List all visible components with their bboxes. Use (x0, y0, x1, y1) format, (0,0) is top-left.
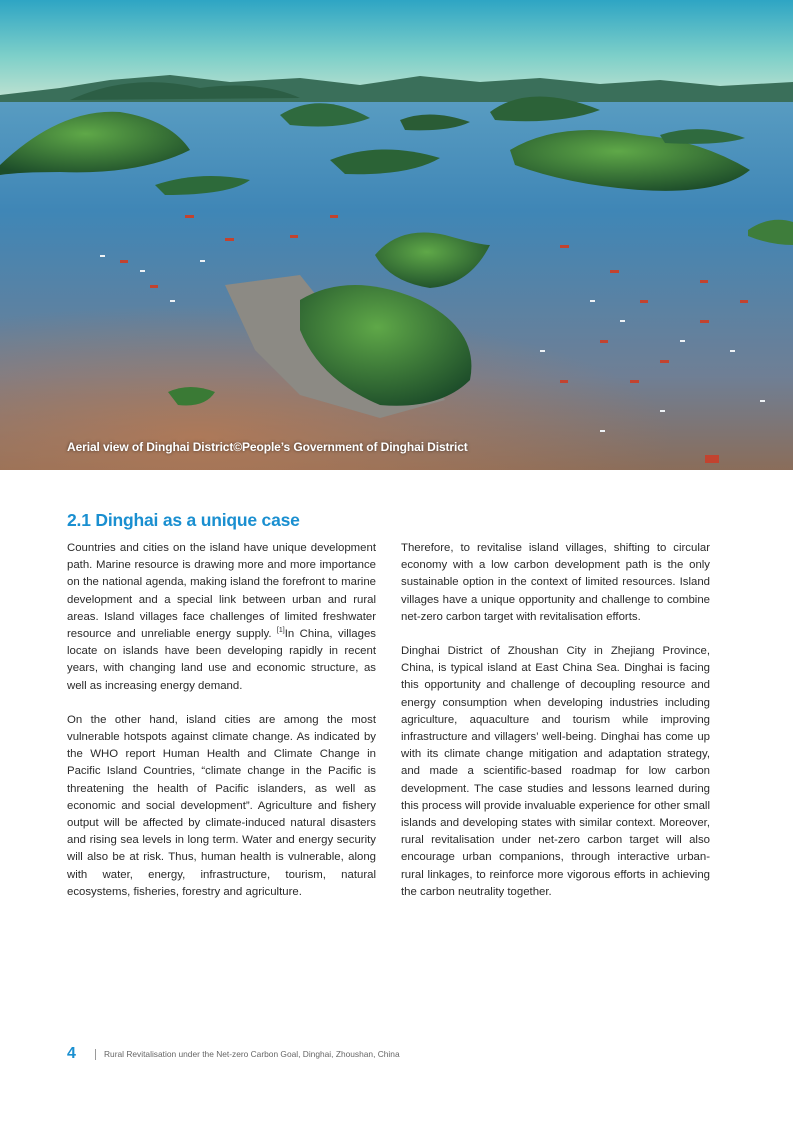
page-footer (67, 1044, 400, 1064)
paragraph: Therefore, to revitalise island villages, shifting to circular economy with a low carbon development path is the only sustainable option in the context of limited resources. Island villages have a unique opportunity and challenge to combine net-zero carbon target with revitalisation efforts. (401, 542, 710, 623)
aerial-island-illustration (0, 0, 793, 470)
footer-divider (95, 1049, 96, 1060)
section-heading: 2.1 Dinghai as a unique case (67, 510, 300, 530)
page-number: 4 (67, 1045, 76, 1062)
photo-caption: Aerial view of Dinghai District©People’s Government of Dinghai District (67, 440, 468, 454)
right-column (401, 540, 710, 918)
hero-photo (0, 0, 793, 470)
paragraph: Countries and cities on the island have unique development path. Marine resource is drawing more and more importance on the national agenda, making island the forefront to marine development and a special link between urban and rural areas. Island villages face challenges of limited freshwater resource and unreliable energy supply. [1]In China, villages locate on islands have been developing rapidly in recent years, with changing land use and economic structure, as well as increasing energy demand. (67, 542, 376, 692)
footer-title: Rural Revitalisation under the Net-zero Carbon Goal, Dinghai, Zhoushan, China (104, 1049, 400, 1059)
paragraph: Dinghai District of Zhoushan City in Zhejiang Province, China, is typical island at East China Sea. Dinghai is facing this opportunity and challenge of decoupling resource and energy consumption when developing industries including agriculture, aquaculture and tourism while improving infrastructure and villagers’ well-being. Dinghai has come up with its climate change mitigation and adaptation strategy, and made a scientific-based roadmap for low carbon development. The case studies and lessons learned during this process will provide invaluable experience for other small islands and developing states with similar context. Moreover, rural revitalisation under net-zero carbon target will also encourage urban companions, through interactive urban-rural linkages, to reinforce more vigorous efforts in achieving the carbon neutrality together. (401, 645, 710, 898)
paragraph: On the other hand, island cities are among the most vulnerable hotspots against climate change. As indicated by the WHO report Human Health and Climate Change in Pacific Island Countries, “climate change in the Pacific is threatening the health of Pacific islanders, as well as economic and social development”. Agriculture and fishery output will be affected by climate-induced natural disasters and rising sea levels in long term. Water and energy security will also be at risk. Thus, human health is vulnerable, along with water, energy, infrastructure, tourism, natural ecosystems, fisheries, forestry and agriculture. (67, 713, 376, 898)
left-column (67, 540, 376, 918)
reference-marker[interactable]: [1] (276, 627, 285, 635)
